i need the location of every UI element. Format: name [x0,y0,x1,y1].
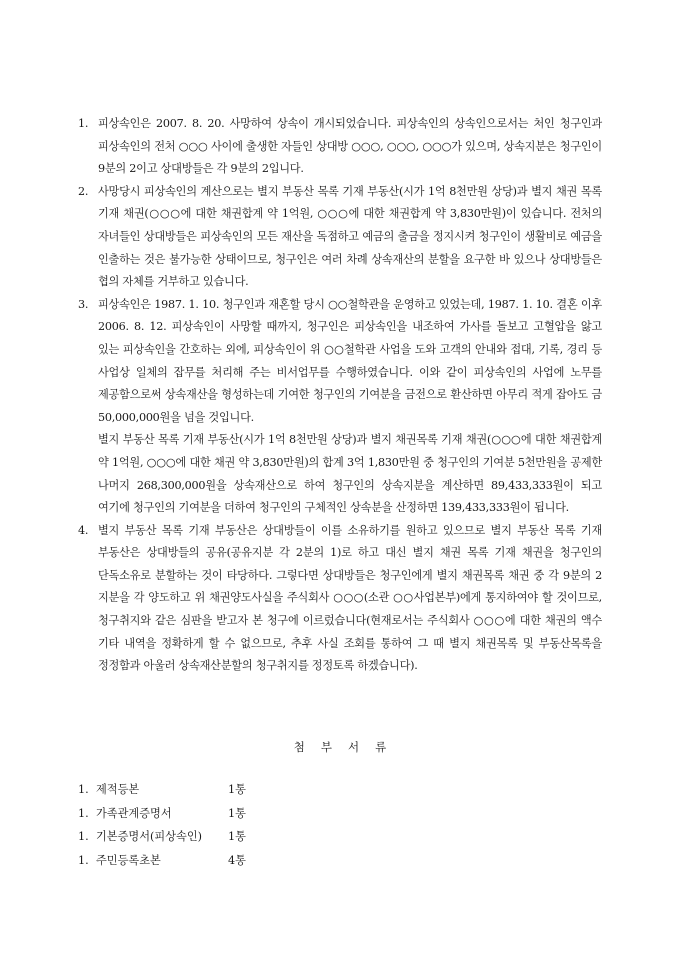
attachment-item [78,802,246,826]
paragraph-4 [78,520,602,678]
attachment-count: 1통 [228,830,246,844]
attachment-item [78,849,246,873]
attachment-item [78,778,246,802]
paragraph-text-continued: 별지 부동산 목록 기재 부동산(시가 1억 8천만원 상당)과 별지 채권목록 기재 채권(○○○에 대한 채권합계 약 1억원, ○○○에 대한 채권 약 3,830만원)의 합계 3억 1,830만원 중 청구인의 기여분 5천만원을 공제한 나머지 268,300,000원을 상속재산으로 하여 청구인의 상속지분을 계산하면 89,433,333원이 되고 여기에 청구인의 기여분을 더하여 청구인의 구체적인 상속분을 산정하면 139,433,333원이 됩니다. [98,433,602,515]
attachment-count: 1통 [228,783,246,796]
attachment-item [78,825,246,849]
paragraph-text: 별지 부동산 목록 기재 부동산은 상대방들이 이를 소유하기를 원하고 있으므로 별지 부동산 목록 기재 부동산은 상대방들의 공유(공유지분 각 2분의 1)로 하고 대신 별지 채권 목록 기재 채권을 청구인의 단독소유로 분할하는 것이 타당하다. 그렇다면 상대방들은 청구인에게 별지 채권목록 채권 중 각 9분의 2 지분을 각 양도하고 위 채권양도사실을 주식회사 ○○○(소관 ○○사업본부)에게 통지하여야 할 것이므로, 청구취지와 같은 심판을 받고자 본 청구에 이르렀습니다(현재로서는 주식회사 ○○○에 대한 채권의 액수 기타 내역을 정확하게 할 수 없으므로, 추후 사실 조회를 통하여 그 때 별지 채권목록 및 부동산목록을 정정함과 아울러 상속재산분할의 청구취지를 정정토록 하겠습니다). [98,523,602,673]
paragraph-number: 1. [78,117,89,130]
numbered-paragraph-list [78,113,602,678]
attachment-number: 1. [78,806,89,820]
attachment-count: 1통 [228,806,246,820]
paragraph-number: 2. [78,184,89,198]
paragraph-1 [78,113,602,181]
paragraph-2 [78,181,602,294]
attachment-number: 1. [78,783,89,796]
attachments-list [78,778,246,873]
attachment-name: 기본증명서(피상속인) [96,830,202,844]
attachment-number: 1. [78,830,89,844]
attachments-title: 첨부서류 [293,740,403,754]
paragraph-text: 피상속인은 1987. 1. 10. 청구인과 재혼할 당시 ○○철학관을 운영하고 있었는데, 1987. 1. 10. 결혼 이후 2006. 8. 12. 피상속인이 사망할 때까지, 청구인은 피상속인을 내조하여 가사를 돌보고 고혈압을 앓고 있는 피상속인을 간호하는 외에, 피상속인이 위 ○○철학관 사업을 도와 고객의 안내와 접대, 기록, 경리 등 사업상 일체의 잡무를 처리해 주는 비서업무를 수행하였습니다. 이와 같이 피상속인의 사업에 노무를 제공함으로써 상속재산을 형성하는데 기여한 청구인의 기여분을 금전으로 환산하면 아무리 적게 잡아도 금 50,000,000원을 넘을 것입니다. [98,297,602,424]
attachment-count: 4통 [228,854,246,868]
paragraph-text: 사망당시 피상속인의 계산으로는 별지 부동산 목록 기재 부동산(시가 1억 8천만원 상당)과 별지 채권 목록 기재 채권(○○○에 대한 채권합계 약 1억원, ○○○에 대한 채권합계 약 3,830만원)이 있습니다. 전처의 자녀들인 상대방들은 피상속인의 모든 재산을 독점하고 예금의 출금을 정지시켜 청구인이 생활비로 예금을 인출하는 것은 불가능한 상태이므로, 청구인은 여러 차례 상속재산의 분할을 요구한 바 있으나 상대방들은 협의 자체를 거부하고 있습니다. [98,184,602,289]
attachment-number: 1. [78,854,89,868]
paragraph-number: 3. [78,297,89,311]
paragraph-text: 피상속인은 2007. 8. 20. 사망하여 상속이 개시되었습니다. 피상속인의 상속인으로서는 처인 청구인과 피상속인의 전처 ○○○ 사이에 출생한 자들인 상대방 ○○○, ○○○, ○○○가 있으며, 상속지분은 청구인이 9분의 2이고 상대방들은 각 9분의 2입니다. [98,117,602,176]
attachment-name: 주민등록초본 [96,854,161,868]
attachment-name: 제적등본 [96,783,140,796]
paragraph-3 [78,294,602,520]
attachment-name: 가족관계증명서 [96,806,172,820]
paragraph-number: 4. [78,523,89,537]
